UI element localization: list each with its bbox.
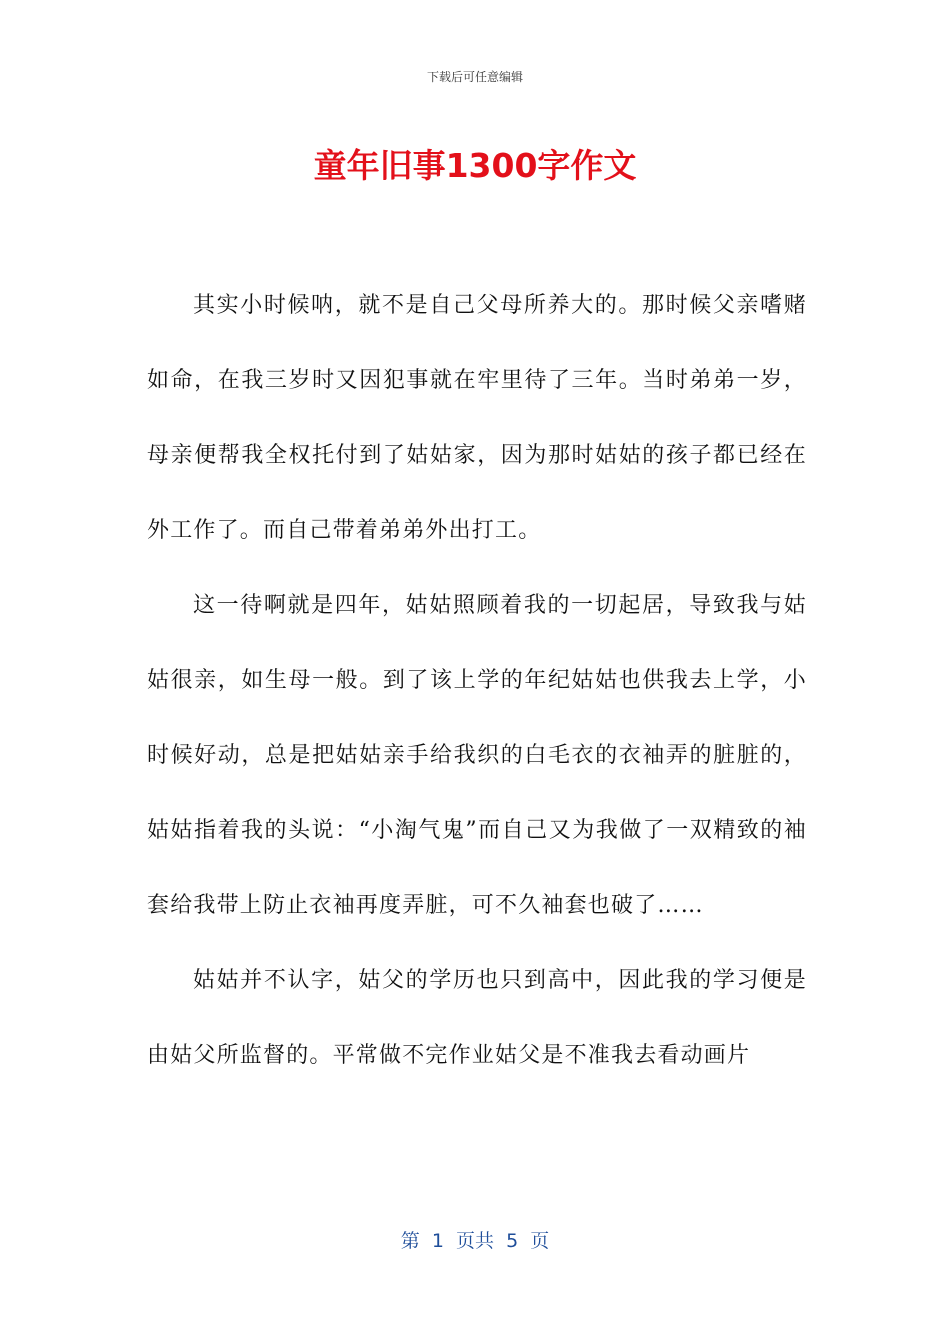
paragraph-3: 姑姑并不认字，姑父的学历也只到高中，因此我的学习便是由姑父所监督的。平常做不完作业姑父是不准我去看动画片	[147, 968, 807, 1068]
paragraph-2: 这一待啊就是四年，姑姑照顾着我的一切起居，导致我与姑姑很亲，如生母一般。到了该上学的年纪姑姑也供我去上学，小时候好动，总是把姑姑亲手给我织的白毛衣的衣袖弄的脏脏的，姑姑指着我的头说：“小淘气鬼”而自己又为我做了一双精致的袖套给我带上防止衣袖再度弄脏，可不久袖套也破了……	[147, 593, 807, 918]
paragraph-1: 其实小时候呐，就不是自己父母所养大的。那时候父亲嗜赌如命，在我三岁时又因犯事就在牢里待了三年。当时弟弟一岁，母亲便帮我全权托付到了姑姑家，因为那时姑姑的孩子都已经在外工作了。而自己带着弟弟外出打工。	[147, 293, 807, 543]
document-body	[147, 268, 807, 1093]
page-number-footer: 第 1 页共 5 页	[400, 1230, 550, 1252]
header-note: 下载后可任意编辑	[426, 70, 523, 84]
document-title: 童年旧事1300字作文	[313, 146, 637, 185]
